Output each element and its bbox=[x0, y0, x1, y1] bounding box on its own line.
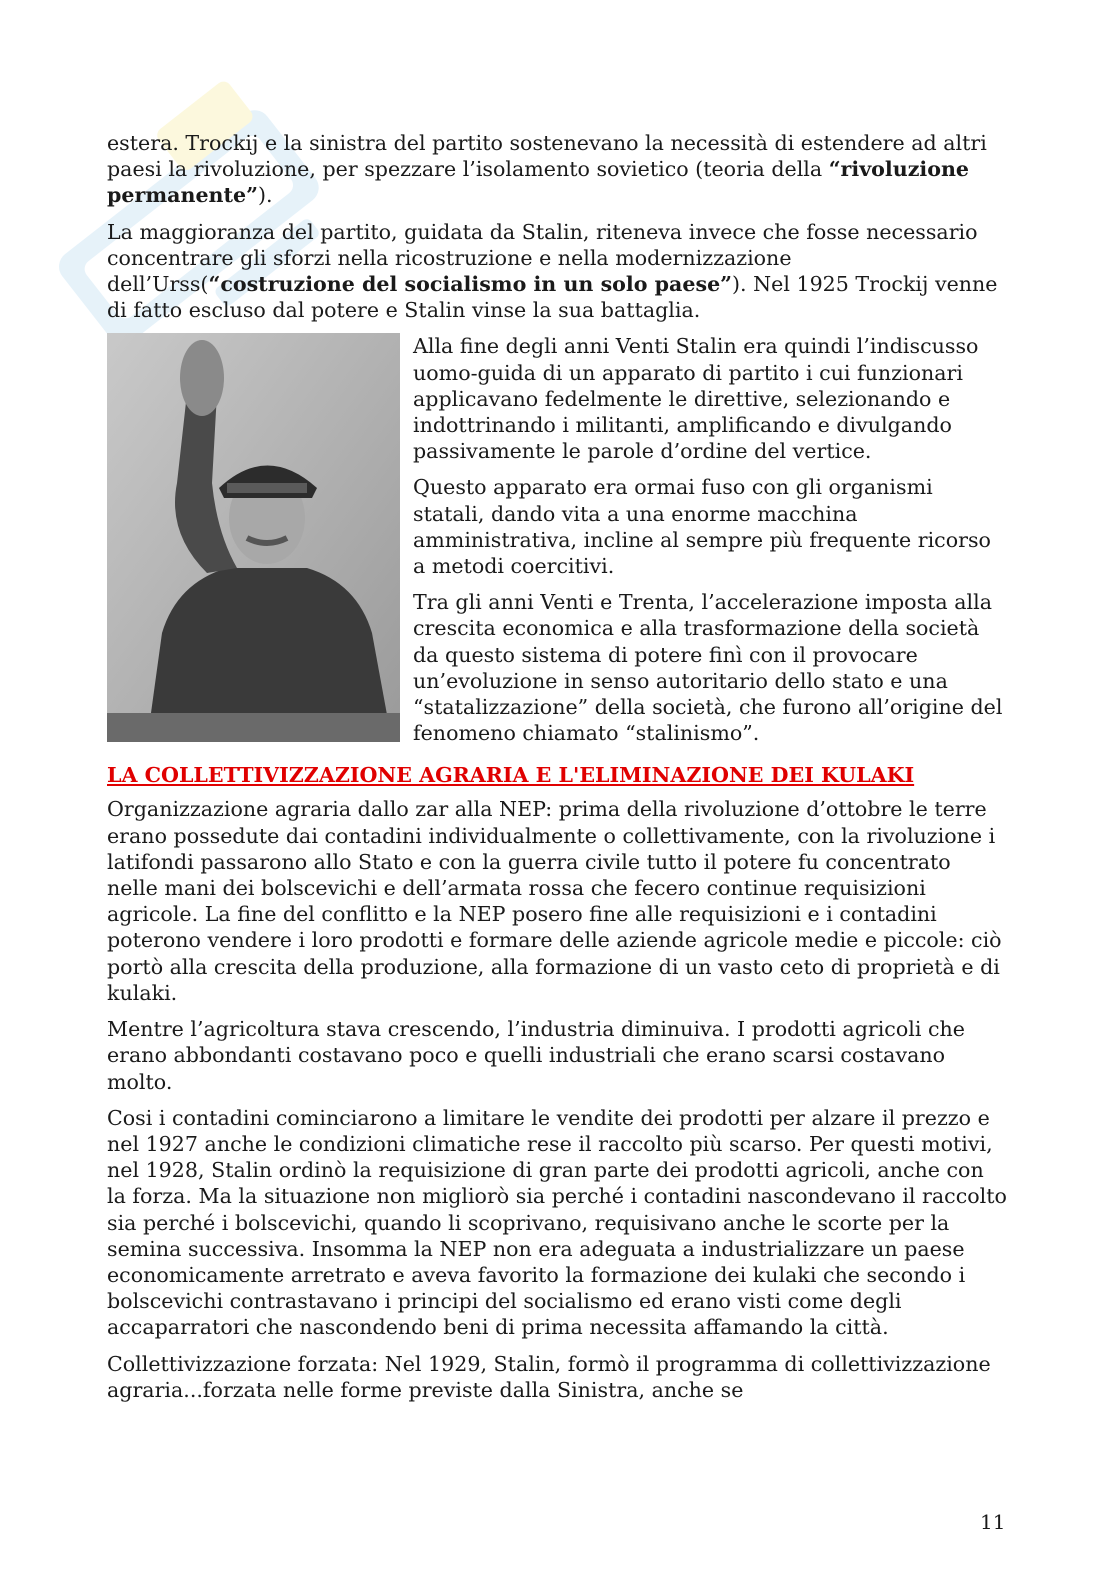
photo-text-block bbox=[107, 333, 1007, 756]
paragraph-stalinismo: Tra gli anni Venti e Trenta, l’accelerazione imposta alla crescita economica e alla trasformazione della società da questo sistema di potere finì con il provocare un’evoluzione in senso autoritario dello stato e una “statalizzazione” della società, che furono all’origine del fenomeno chiamato “stalinismo”. bbox=[413, 590, 1003, 746]
stalin-photo bbox=[107, 333, 400, 742]
bold-term-socialismo: “costruzione del socialismo in un solo paese” bbox=[208, 272, 733, 297]
page-number: 11 bbox=[980, 1510, 1006, 1534]
paragraph-stalin-majority bbox=[107, 219, 1007, 324]
paragraph-agricoltura: Mentre l’agricoltura stava crescendo, l’industria diminuiva. I prodotti agricoli che erano abbondanti costavano poco e quelli industriali che erano scarsi costavano molto. bbox=[107, 1017, 965, 1094]
paragraph-macchina-amministrativa: Questo apparato era ormai fuso con gli organismi statali, dando vita a una enorme macchina amministrativa, incline al sempre più frequente ricorso a metodi coercitivi. bbox=[413, 475, 991, 579]
paragraph-text: ). bbox=[258, 183, 273, 208]
bold-term-rivoluzione-permanente: “rivoluzione permanente” bbox=[107, 157, 970, 208]
paragraph-trockij bbox=[107, 130, 1007, 209]
section-heading: LA COLLETTIVIZZAZIONE AGRARIA E L'ELIMINAZIONE DEI KULAKI bbox=[107, 763, 915, 788]
paragraph-text: estera. Trockij e la sinistra del partito sostenevano la necessità di estendere ad altri paesi la rivoluzione, per spezzare l’isolamento sovietico (teoria della bbox=[107, 131, 987, 182]
paragraph-requisizione: Cosi i contadini cominciarono a limitare le vendite dei prodotti per alzare il prezzo e nel 1927 anche le condizioni climatiche rese il raccolto più scarso. Per questi motivi, nel 1928, Stalin ordinò la requisizione di gran parte dei prodotti agricoli, anche con la forza. Ma la situazione non migliorò sia perché i contadini nascondevano il raccolto sia perché i bolscevichi, quando li scoprivano, requisivano anche le scorte per la semina successiva. Insomma la NEP non era adeguata a industrializzare un paese economicamente arretrato e aveva favorito la formazione dei kulaki che secondo i bolscevichi contrastavano i principi del socialismo ed erano visti come degli accaparratori che nascondendo beni di prima necessita affamando la città. bbox=[107, 1105, 1007, 1340]
paragraph-organizzazione-agraria: Organizzazione agraria dallo zar alla NEP: prima della rivoluzione d’ottobre le terre erano possedute dai contadini individualmente o collettivamente, con la rivoluzione i latifondi passarono allo Stato e con la guerra civile tutto il potere fu concentrato nelle mani dei bolscevichi e dell’armata rossa che fecero continue requisizioni agricole. La fine del conflitto e la NEP posero fine alle requisizioni e i contadini poterono vendere i loro prodotti e formare delle aziende agricole medie e piccole: ciò portò alla crescita della produzione, alla formazione di un vasto ceto di proprietà e di kulaki. bbox=[107, 797, 1002, 1005]
paragraph-text: La maggioranza del partito, guidata da Stalin, riteneva invece che fosse necessario concentrare gli sforzi nella ricostruzione e nella modernizzazione dell’Urss( bbox=[107, 219, 978, 297]
paragraph-apparato: Alla fine degli anni Venti Stalin era quindi l’indiscusso uomo-guida di un apparato di partito i cui funzionari applicavano fedelmente le direttive, selezionando e indottrinando i militanti, amplificando e divulgando passivamente le parole d’ordine del vertice. bbox=[413, 334, 979, 464]
paragraph-collettivizzazione-forzata: Collettivizzazione forzata: Nel 1929, Stalin, formò il programma di collettivizzazione agraria...forzata nelle forme previste dalla Sinistra, anche se bbox=[107, 1351, 991, 1402]
paragraph-text: ). Nel 1925 Trockij venne di fatto escluso dal potere e Stalin vinse la sua battaglia. bbox=[107, 272, 998, 323]
document-page bbox=[107, 130, 1007, 1413]
